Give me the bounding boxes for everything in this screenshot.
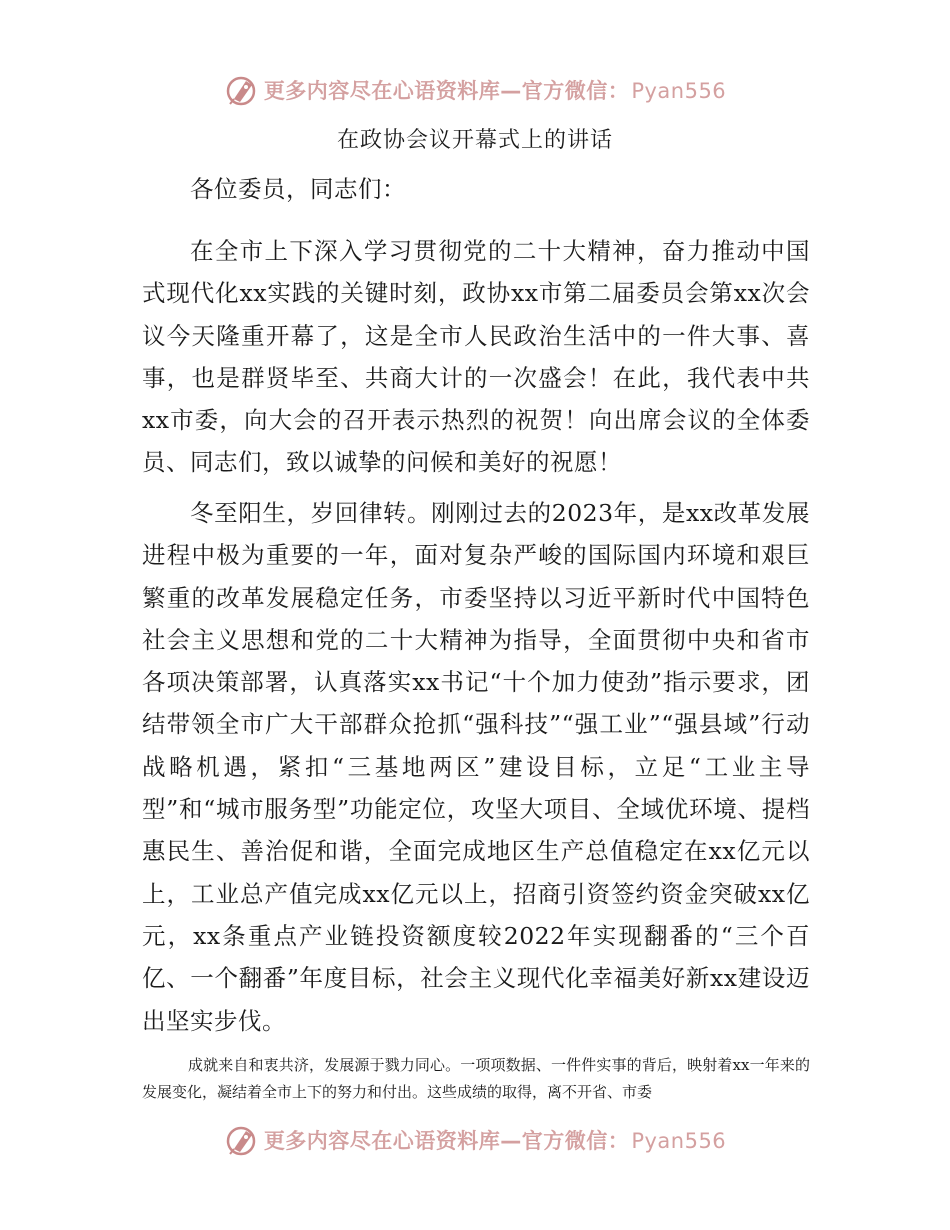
watermark-text: 更多内容尽在心语资料库—官方微信：Pyan556	[263, 1129, 727, 1153]
paragraph-3: 成就来自和衷共济，发展源于戮力同心。一项项数据、一件件实事的背后，映射着xx一年来的发展变化，凝结着全市上下的努力和付出。这些成绩的取得，离不开省、市委	[142, 1056, 810, 1101]
salutation: 各位委员，同志们：	[190, 175, 406, 203]
header-watermark-banner	[0, 70, 950, 110]
pen-nib-logo-icon	[224, 1122, 260, 1158]
pen-nib-logo-icon	[224, 72, 260, 108]
footer-watermark-banner	[0, 1120, 950, 1160]
document-title: 在政协会议开幕式上的讲话	[336, 128, 613, 153]
paragraph-2: 冬至阳生，岁回律转。刚刚过去的2023年，是xx改革发展进程中极为重要的一年，面对复杂严峻的国际国内环境和艰巨繁重的改革发展稳定任务，市委坚持以习近平新时代中国特色社会主义思想和党的二十大精神为指导，全面贯彻中央和省市各项决策部署，认真落实xx书记“十个加力使劲”指示要求，团结带领全市广大干部群众抢抓“强科技”“强工业”“强县域”行动战略机遇，紧扣“三基地两区”建设目标，立足“工业主导型”和“城市服务型”功能定位，攻坚大项目、全域优环境、提档惠民生、善治促和谐，全面完成地区生产总值稳定在xx亿元以上，工业总产值完成xx亿元以上，招商引资签约资金突破xx亿元，xx条重点产业链投资额度较2022年实现翻番的“三个百亿、一个翻番”年度目标，社会主义现代化幸福美好新xx建设迈出坚实步伐。	[142, 499, 810, 1035]
paragraph-1: 在全市上下深入学习贯彻党的二十大精神，奋力推动中国式现代化xx实践的关键时刻，政协xx市第二届委员会第xx次会议今天隆重开幕了，这是全市人民政治生活中的一件大事、喜事，也是群贤毕至、共商大计的一次盛会！在此，我代表中共xx市委，向大会的召开表示热烈的祝贺！向出席会议的全体委员、同志们，致以诚挚的问候和美好的祝愿！	[142, 237, 810, 477]
watermark-text: 更多内容尽在心语资料库—官方微信：Pyan556	[263, 79, 727, 103]
